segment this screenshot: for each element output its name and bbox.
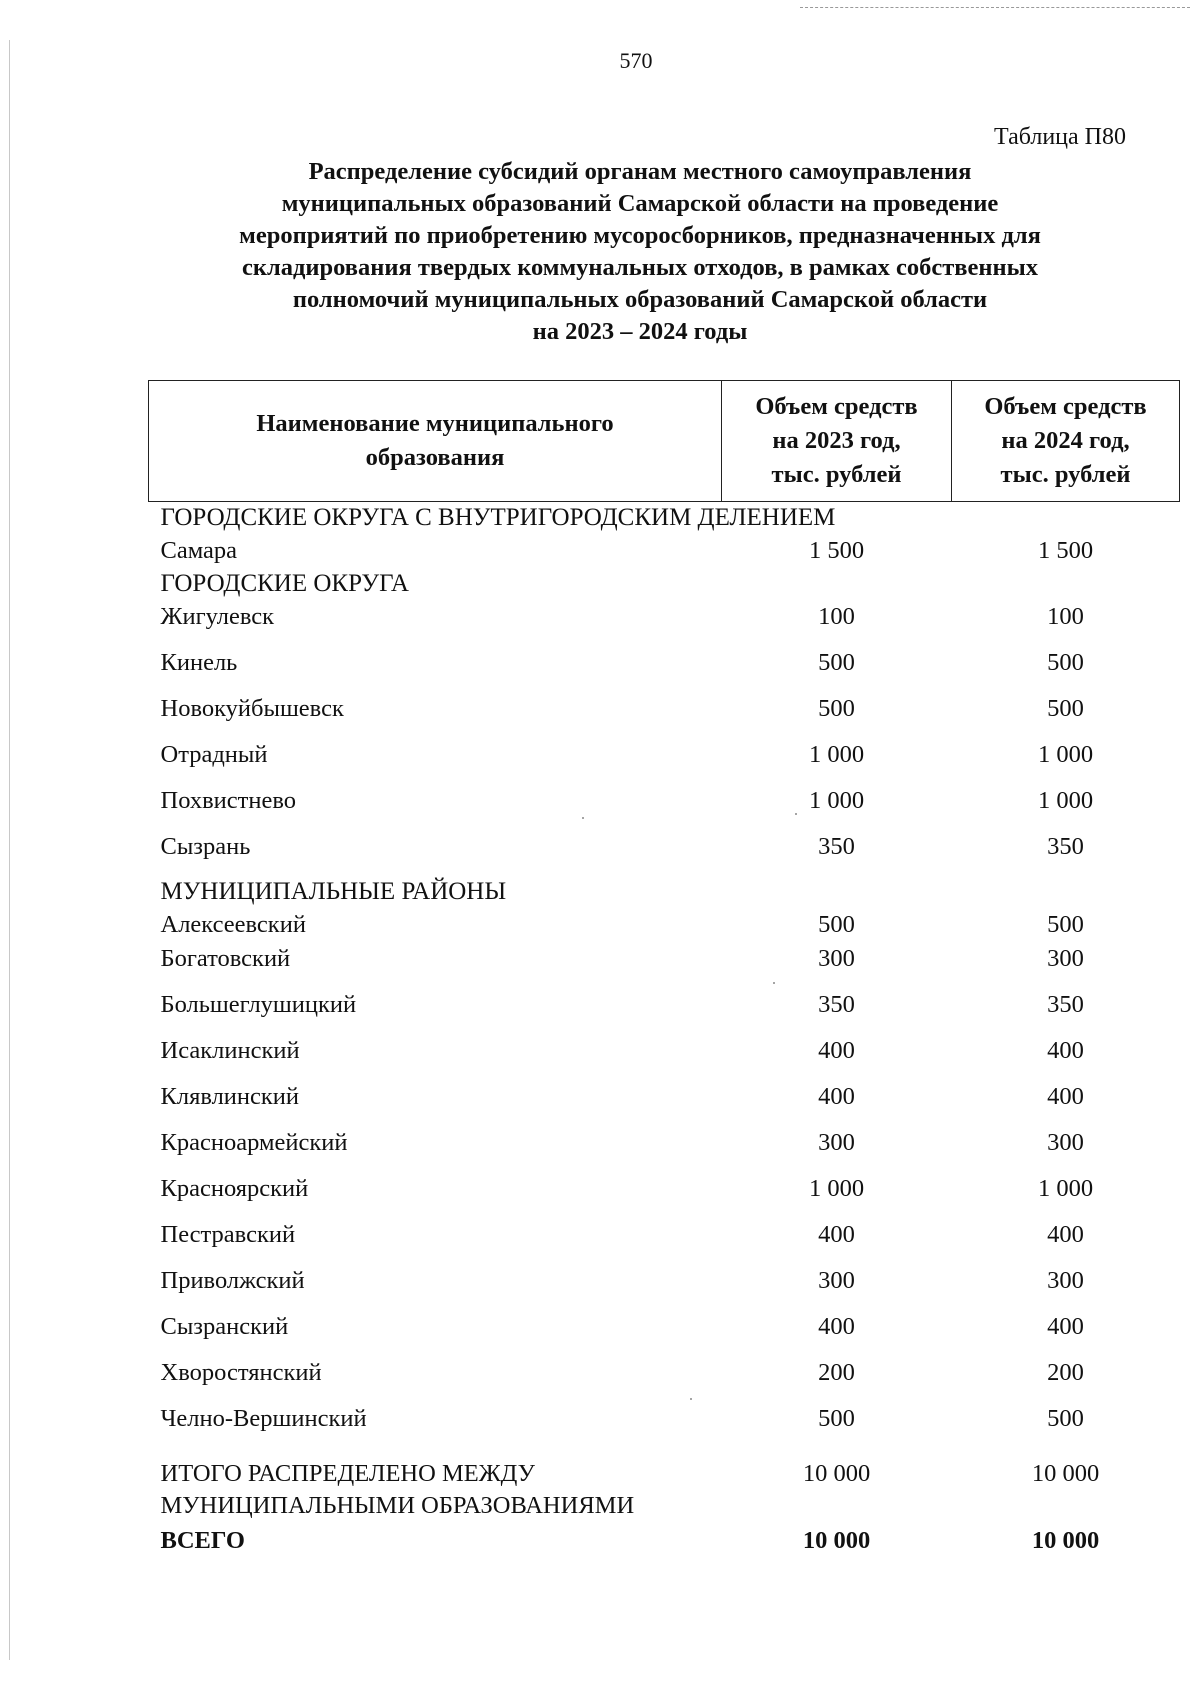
row-value-2023: 350	[818, 991, 855, 1018]
row-value-2024: 1 000	[1037, 787, 1094, 814]
row-value-2023: 400	[818, 1221, 855, 1248]
urban-rows	[149, 600, 1180, 876]
scan-artifact-left	[9, 40, 10, 1660]
total-distributed-row	[149, 1448, 1180, 1522]
table-row	[149, 784, 1180, 830]
row-value-2024: 500	[1047, 649, 1084, 676]
title-line: Распределение субсидий органам местного самоуправления	[308, 158, 972, 185]
grand-total-2023: 10 000	[802, 1527, 871, 1554]
table-row	[149, 1080, 1180, 1126]
row-value-2024: 1 000	[1037, 741, 1094, 768]
row-value-2024: 1 500	[1037, 537, 1094, 564]
section-title: ГОРОДСКИЕ ОКРУГА	[160, 570, 409, 597]
header-2024-line: Объем средств	[984, 393, 1147, 420]
table-row	[149, 1310, 1180, 1356]
row-value-2024: 400	[1047, 1037, 1084, 1064]
row-name: Клявлинский	[160, 1083, 300, 1110]
row-name: Челно-Вершинский	[160, 1405, 367, 1432]
header-2023-line: тыс. рублей	[771, 461, 902, 488]
row-name: Сызранский	[160, 1313, 289, 1340]
row-value-2024: 350	[1047, 833, 1084, 860]
row-value-2024: 400	[1047, 1313, 1084, 1340]
table-header-row	[149, 381, 1180, 502]
row-value-2023: 500	[818, 649, 855, 676]
total-distributed-2024: 10 000	[1031, 1460, 1100, 1487]
section-row	[149, 502, 1180, 535]
table-row	[149, 646, 1180, 692]
row-value-2023: 500	[818, 695, 855, 722]
header-2023-line: на 2023 год,	[772, 427, 901, 454]
row-value-2024: 400	[1047, 1221, 1084, 1248]
section-title: ГОРОДСКИЕ ОКРУГА С ВНУТРИГОРОДСКИМ ДЕЛЕНИЕМ	[160, 504, 836, 531]
title-line: полномочий муниципальных образований Самарской области	[292, 286, 988, 313]
row-value-2024: 300	[1047, 945, 1084, 972]
total-name-line: ИТОГО РАСПРЕДЕЛЕНО МЕЖДУ	[160, 1460, 535, 1487]
district-rows	[149, 908, 1180, 1448]
row-name: Приволжский	[160, 1267, 305, 1294]
title-line: на 2023 – 2024 годы	[532, 318, 748, 345]
section-row	[149, 876, 1180, 908]
table-row	[149, 830, 1180, 876]
header-name-line: Наименование муниципального	[256, 410, 614, 437]
document-title	[150, 156, 1130, 348]
table-row	[149, 1218, 1180, 1264]
row-value-2023: 200	[818, 1359, 855, 1386]
grand-total-2024: 10 000	[1031, 1527, 1100, 1554]
header-2024	[952, 381, 1180, 502]
header-2024-line: на 2024 год,	[1001, 427, 1130, 454]
title-line: складирования твердых коммунальных отходов, в рамках собственных	[242, 254, 1038, 281]
row-value-2024: 300	[1047, 1129, 1084, 1156]
row-name: Пестравский	[160, 1221, 296, 1248]
table-row	[149, 1356, 1180, 1402]
header-2024-line: тыс. рублей	[1000, 461, 1131, 488]
table-row	[149, 1264, 1180, 1310]
row-value-2024: 200	[1047, 1359, 1084, 1386]
row-name: Самара	[160, 537, 238, 564]
row-name: Красноармейский	[160, 1129, 348, 1156]
scan-speck	[690, 1398, 692, 1400]
table-row	[149, 1172, 1180, 1218]
title-line: муниципальных образований Самарской области на проведение	[281, 190, 999, 217]
section-title: МУНИЦИПАЛЬНЫЕ РАЙОНЫ	[160, 878, 507, 905]
row-name: Сызрань	[160, 833, 251, 860]
row-value-2023: 500	[818, 1405, 855, 1432]
header-name	[149, 381, 722, 502]
row-value-2024: 500	[1047, 911, 1084, 938]
table-row	[149, 908, 1180, 942]
total-distributed-2023: 10 000	[802, 1460, 871, 1487]
row-name: Похвистнево	[160, 787, 296, 814]
total-distributed-name	[149, 1448, 722, 1522]
row-name: Алексеевский	[160, 911, 306, 938]
row-name: Богатовский	[160, 945, 291, 972]
subsidy-table	[148, 380, 1180, 1558]
row-name: Отрадный	[160, 741, 268, 768]
header-2023	[722, 381, 952, 502]
row-name: Красноярский	[160, 1175, 309, 1202]
row-name: Хворостянский	[160, 1359, 322, 1386]
row-value-2023: 400	[818, 1313, 855, 1340]
table-row	[149, 1402, 1180, 1448]
header-name-line: образования	[365, 444, 505, 471]
scan-speck	[773, 982, 775, 984]
total-name-line: МУНИЦИПАЛЬНЫМИ ОБРАЗОВАНИЯМИ	[160, 1492, 635, 1519]
row-value-2023: 1 500	[808, 537, 865, 564]
section-row	[149, 568, 1180, 600]
row-name: Новокуйбышевск	[160, 695, 344, 722]
row-value-2024: 300	[1047, 1267, 1084, 1294]
row-value-2023: 300	[818, 945, 855, 972]
scan-artifact-top	[800, 7, 1190, 8]
table-row	[149, 692, 1180, 738]
row-value-2024: 1 000	[1037, 1175, 1094, 1202]
row-value-2023: 400	[818, 1037, 855, 1064]
row-value-2023: 1 000	[808, 1175, 865, 1202]
grand-total-name: ВСЕГО	[160, 1527, 245, 1554]
row-value-2024: 500	[1047, 1405, 1084, 1432]
title-line: мероприятий по приобретению мусоросборников, предназначенных для	[239, 222, 1041, 249]
row-name: Кинель	[160, 649, 238, 676]
row-value-2024: 350	[1047, 991, 1084, 1018]
row-value-2023: 100	[818, 603, 855, 630]
row-name: Большеглушицкий	[160, 991, 357, 1018]
table-row	[149, 600, 1180, 646]
header-2023-line: Объем средств	[755, 393, 918, 420]
row-name: Исаклинский	[160, 1037, 300, 1064]
table-row	[149, 942, 1180, 988]
row-value-2023: 1 000	[808, 787, 865, 814]
row-value-2023: 300	[818, 1129, 855, 1156]
scan-speck	[795, 813, 797, 815]
row-value-2023: 350	[818, 833, 855, 860]
row-value-2024: 100	[1047, 603, 1084, 630]
row-value-2023: 400	[818, 1083, 855, 1110]
table-row	[149, 1126, 1180, 1172]
row-value-2023: 1 000	[808, 741, 865, 768]
table-row	[149, 1034, 1180, 1080]
row-value-2023: 300	[818, 1267, 855, 1294]
row-value-2024: 500	[1047, 695, 1084, 722]
page-number: 570	[619, 48, 653, 73]
table-label: Таблица П80	[994, 124, 1126, 150]
row-name: Жигулевск	[160, 603, 275, 630]
table-row	[149, 534, 1180, 568]
row-value-2024: 400	[1047, 1083, 1084, 1110]
grand-total-row	[149, 1522, 1180, 1558]
table-row	[149, 988, 1180, 1034]
scan-speck	[582, 817, 584, 819]
table-row	[149, 738, 1180, 784]
row-value-2023: 500	[818, 911, 855, 938]
